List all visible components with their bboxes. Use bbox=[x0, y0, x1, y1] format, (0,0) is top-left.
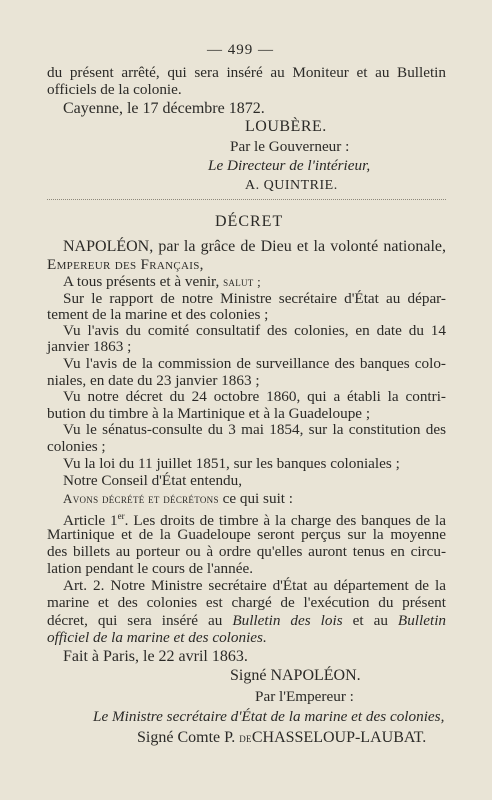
text-line: lation pendant le cours de l'année. bbox=[47, 560, 254, 577]
signer-name: LOUBÈRE. bbox=[245, 118, 327, 135]
text-span: Article 1 bbox=[63, 512, 118, 530]
signature-line bbox=[137, 729, 426, 746]
text-line: bution du timbre à la Martinique et à la Guadeloupe ; bbox=[47, 405, 371, 422]
text-line: Vu notre décret du 24 octobre 1860, qui a établi la contri- bbox=[63, 388, 446, 405]
place-date: Cayenne, le 17 décembre 1872. bbox=[63, 100, 265, 117]
text-line: janvier 1863 ; bbox=[47, 338, 132, 355]
text-line: Par l'Empereur : bbox=[255, 688, 354, 705]
text-span: . Les droits de timbre à la charge des banques de la bbox=[124, 512, 446, 530]
text-line: du présent arrêté, qui sera inséré au Moniteur et au Bulletin bbox=[47, 64, 446, 81]
text-line bbox=[47, 612, 446, 629]
text-line: Art. 2. Notre Ministre secrétaire d'État au département de la bbox=[63, 577, 446, 594]
text-line: officiels de la colonie. bbox=[47, 81, 182, 98]
text-line: Sur le rapport de notre Ministre secrétaire d'État au dépar- bbox=[63, 290, 446, 307]
text-line: Martinique et de la Guadeloupe seront perçus sur la moyenne bbox=[47, 526, 446, 543]
text-span: de bbox=[239, 730, 252, 745]
text-line: Le Directeur de l'intérieur, bbox=[208, 157, 371, 174]
text-span: A tous présents et à venir, bbox=[63, 273, 220, 290]
section-title: DÉCRET bbox=[215, 213, 284, 230]
text-span: Bulletin des lois bbox=[232, 612, 343, 629]
text-line: niales, en date du 23 janvier 1863 ; bbox=[47, 372, 260, 389]
text-line: Vu l'avis de la commission de surveillance des banques colo- bbox=[63, 355, 446, 372]
text-line: Vu l'avis du comité consultatif des colonies, en date du 14 bbox=[63, 322, 446, 339]
text-line bbox=[63, 273, 261, 290]
text-span: er bbox=[117, 511, 125, 521]
text-span: Bulletin bbox=[397, 612, 447, 629]
text-span: et au bbox=[352, 612, 388, 629]
text-line: Par le Gouverneur : bbox=[230, 138, 350, 155]
text-span: Signé Comte P. bbox=[137, 729, 236, 746]
text-line: colonies ; bbox=[47, 438, 106, 455]
text-span: CHASSELOUP-LAUBAT. bbox=[251, 729, 427, 746]
text-line: officiel de la marine et des colonies. bbox=[47, 629, 267, 646]
text-span: ce qui suit : bbox=[222, 490, 294, 507]
text-line: Fait à Paris, le 22 avril 1863. bbox=[63, 648, 248, 665]
text-line: NAPOLÉON, par la grâce de Dieu et la volonté nationale, bbox=[63, 238, 446, 255]
text-line: Empereur des Français, bbox=[47, 256, 204, 273]
separator-rule bbox=[47, 199, 446, 200]
text-line bbox=[63, 490, 293, 507]
page-number: — 499 — bbox=[207, 42, 274, 58]
text-line: marine et des colonies est chargé de l'exécution du présent bbox=[47, 594, 446, 611]
text-line: tement de la marine et des colonies ; bbox=[47, 306, 269, 323]
text-span: salut ; bbox=[223, 274, 262, 289]
text-line: Le Ministre secrétaire d'État de la marine et des colonies, bbox=[93, 708, 445, 725]
signature-line: Signé NAPOLÉON. bbox=[230, 667, 361, 684]
text-line: Vu le sénatus-consulte du 3 mai 1854, sur la constitution des bbox=[63, 421, 446, 438]
text-line: Notre Conseil d'État entendu, bbox=[63, 472, 243, 489]
text-span: Avons décrété et décrétons bbox=[63, 491, 219, 506]
text-line: Vu la loi du 11 juillet 1851, sur les banques coloniales ; bbox=[63, 455, 400, 472]
text-line: des billets au porteur ou à ordre qu'elles auront tenus en circu- bbox=[47, 543, 446, 560]
text-span: décret, qui sera inséré au bbox=[47, 612, 223, 629]
signer-name: A. QUINTRIE. bbox=[245, 178, 338, 193]
